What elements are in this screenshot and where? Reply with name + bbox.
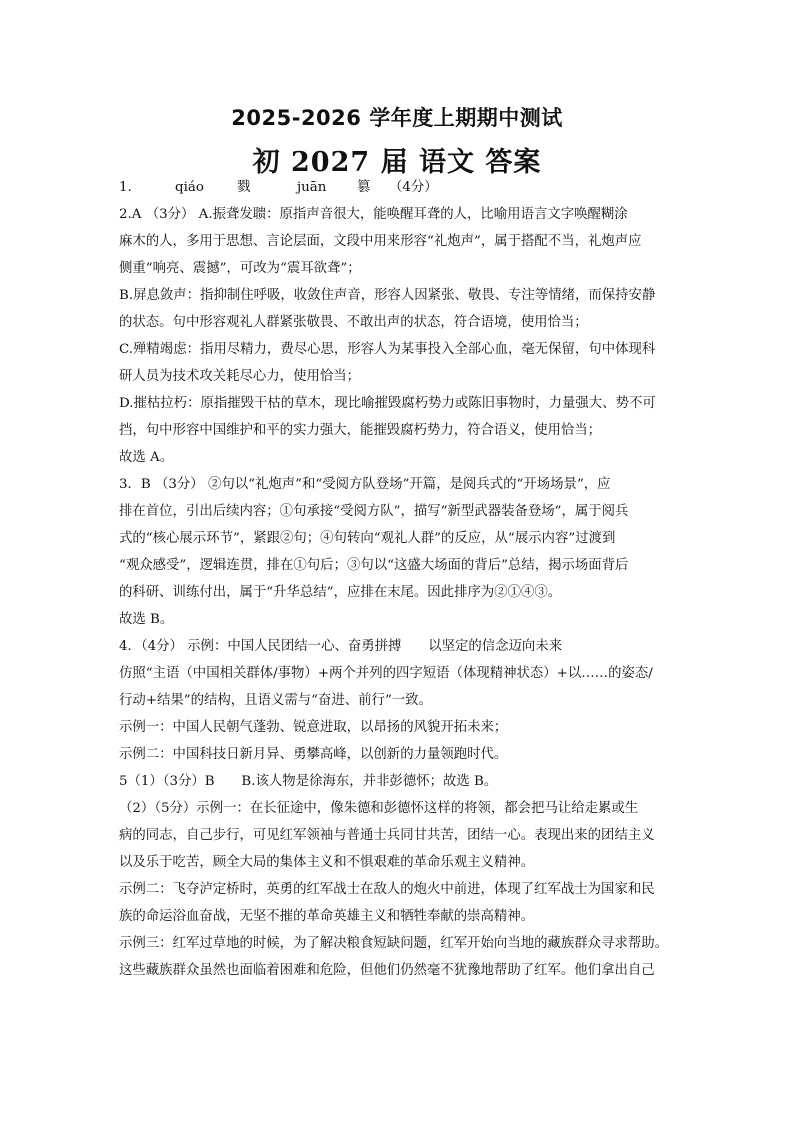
text-line: 5（1）（3分）B B.该人物是徐海东，并非彭德怀；故选 B。 — [119, 774, 498, 789]
text-line: 挡，句中形容中国维护和平的实力强大，能摧毁腐朽势力，符合语义，使用恰当； — [119, 423, 602, 438]
text-line: 故选 B。 — [119, 612, 174, 627]
text-line: 排在首位，引出后续内容；①句承接“受阅方队”，描写“新型武器装备登场”，属于阅兵 — [119, 504, 629, 519]
text-line: 以及乐于吃苦，顾全大局的集体主义和不惧艰难的革命乐观主义精神。 — [119, 855, 535, 870]
answer-char-1: 戮 — [237, 180, 251, 195]
text-line: 研人员为技术攻关耗尽心力，使用恰当； — [119, 369, 361, 384]
text-line: 式的“核心展示环节”，紧跟②句；④句转向“观礼人群”的反应，从“展示内容”过渡到 — [119, 531, 616, 546]
text-line: 麻木的人，多用于思想、言论层面，文段中用来形容“礼炮声”，属于搭配不当，礼炮声应 — [119, 234, 642, 249]
text-line: （2）（5分）示例一：在长征途中，像朱德和彭德怀这样的将领，都会把马让给走累或生 — [119, 801, 639, 816]
text-line: 4．（4分） 示例：中国人民团结一心、奋勇拼搏 以坚定的信念迈向未来 — [119, 639, 563, 654]
answer-pinyin-2: juān — [297, 180, 327, 195]
text-line: 病的同志，自己步行，可见红军领袖与普通士兵同甘共苦，团结一心。表现出来的团结主义 — [119, 828, 655, 843]
text-line: 示例一：中国人民朝气蓬勃、锐意进取，以昂扬的风貌开拓未来； — [119, 720, 508, 735]
text-line: 的状态。句中形容观礼人群紧张敬畏、不敢出声的状态，符合语境，使用恰当； — [119, 315, 588, 330]
text-line: “观众感受”，逻辑连贯，排在①句后；③句以“这盛大场面的背后”总结，揭示场面背后 — [119, 558, 629, 573]
exam-title: 2025-2026 学年度上期期中测试 — [231, 106, 563, 130]
text-line: 示例二：中国科技日新月异、勇攀高峰，以创新的力量领跑时代。 — [119, 747, 508, 762]
text-line: 3．B （3分） ②句以“礼炮声”和“受阅方队登场”开篇，是阅兵式的“开场场景”，应 — [119, 477, 611, 492]
text-line: 行动+结果”的结构，且语义需与“奋进、前行”一致。 — [119, 693, 432, 708]
answer-content — [119, 178, 679, 988]
text-line: C.殚精竭虑：指用尽精力，费尽心思，形容人为某事投入全部心血，毫无保留，句中体现科 — [119, 342, 656, 357]
text-line: B.屏息敛声：指抑制住呼吸，收敛住声音，形容人因紧张、敬畏、专注等情绪，而保持安静 — [119, 288, 656, 303]
text-line: 故选 A。 — [119, 450, 174, 465]
answer-pinyin-1: qiáo — [175, 180, 204, 195]
text-line: 族的命运浴血奋战，无坚不摧的革命英雄主义和牺牲奉献的崇高精神。 — [119, 909, 535, 924]
question-number: 1. — [119, 180, 132, 195]
text-line: 2.A （3分） A.振聋发聩：原指声音很大，能唤醒耳聋的人，比喻用语言文字唤醒糊涂 — [119, 207, 628, 222]
text-line: 仿照“主语（中国相关群体/事物）+两个并列的四字短语（体现精神状态）+以……的姿态/ — [119, 666, 653, 681]
text-line: 的科研、训练付出，属于“升华总结”，应排在末尾。因此排序为②①④③。 — [119, 585, 562, 600]
question-1-answer — [119, 178, 679, 198]
question-score: （4分） — [389, 180, 438, 195]
answer-char-2: 篡 — [357, 180, 371, 195]
text-line: 侧重“响亮、震撼”，可改为“震耳欲聋”； — [119, 261, 361, 276]
text-line: 示例二：飞夺泸定桥时，英勇的红军战士在敌人的炮火中前进，体现了红军战士为国家和民 — [119, 882, 655, 897]
text-line: D.摧枯拉朽：原指摧毁干枯的草木，现比喻摧毁腐朽势力或陈旧事物时，力量强大、势不可 — [119, 396, 656, 411]
text-line: 这些藏族群众虽然也面临着困难和危险，但他们仍然毫不犹豫地帮助了红军。他们拿出自己 — [119, 963, 655, 978]
text-line: 示例三：红军过草地的时候，为了解决粮食短缺问题，红军开始向当地的藏族群众寻求帮助。 — [119, 936, 669, 951]
answer-subtitle: 初 2027 届 语文 答案 — [252, 147, 542, 178]
